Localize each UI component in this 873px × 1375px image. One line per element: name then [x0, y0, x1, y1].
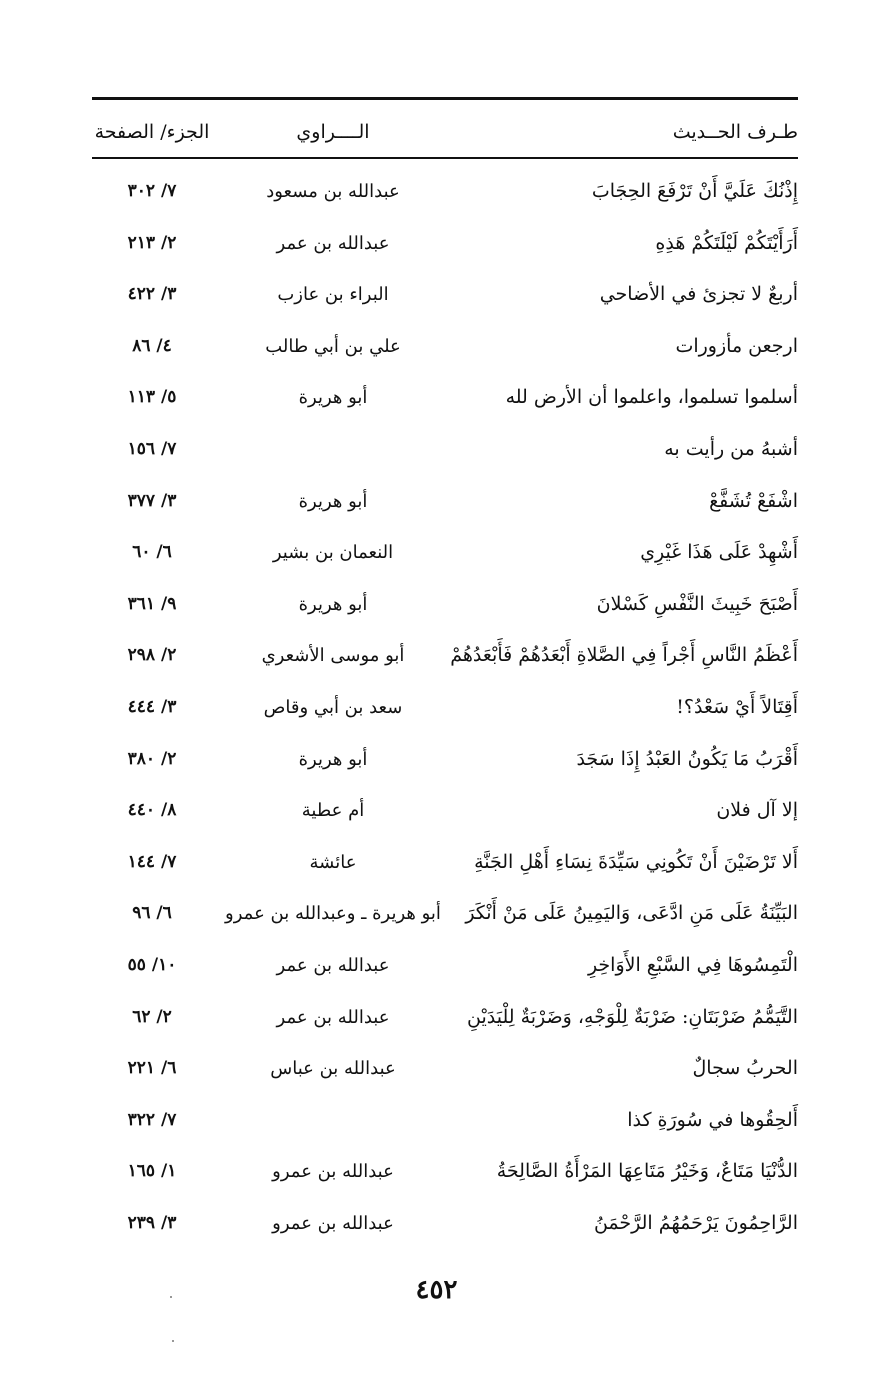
- header-reference: الجزء/ الصفحة: [94, 121, 210, 143]
- volume-page: ١٠/ ٥٥: [127, 954, 177, 975]
- table-row: [92, 527, 798, 579]
- hadith-text: التَّيَمُّمُ ضَرْبَتَانِ: ضَرْبَةٌ لِلْوَجْهِ، وَضَرْبَةٌ لِلْيَدَيْنِ: [467, 1005, 798, 1028]
- table-row: [92, 1146, 798, 1198]
- table-row: [92, 372, 798, 424]
- header-narrator: الــــراوي: [296, 121, 370, 143]
- narrator: أبو موسى الأشعري: [261, 645, 405, 667]
- hadith-text: الدُّنْيَا مَتَاعٌ، وَخَيْرُ مَتَاعِهَا المَرْأَةُ الصَّالِحَةُ: [496, 1160, 798, 1183]
- volume-page: ٨/ ٤٤٠: [127, 800, 177, 821]
- narrator: البراء بن عازب: [277, 284, 389, 306]
- top-rule: [92, 97, 798, 100]
- table-row: [92, 734, 798, 786]
- table-header: [92, 114, 798, 150]
- header-hadith: طـرف الحــديث: [672, 121, 798, 143]
- volume-page: ٧/ ١٥٦: [127, 438, 177, 459]
- page-number: ٤٥٢: [415, 1275, 458, 1305]
- table-row: [92, 992, 798, 1044]
- volume-page: ٣/ ٣٧٧: [127, 490, 177, 511]
- table-row: [92, 218, 798, 270]
- hadith-text: الحربُ سجالٌ: [692, 1057, 798, 1080]
- table-row: [92, 682, 798, 734]
- table-row: [92, 321, 798, 373]
- hadith-text: أَرَأَيْتَكُمْ لَيْلَتَكُمْ هَذِهِ: [655, 231, 798, 254]
- narrator: عبدالله بن عمر: [276, 954, 390, 976]
- volume-page: ٢/ ٢١٣: [127, 232, 177, 253]
- hadith-text: أَلحِقُوها في سُورَةِ كذا: [627, 1108, 798, 1131]
- hadith-text: أشبهُ من رأيت به: [664, 437, 798, 460]
- volume-page: ٢/ ٢٩٨: [127, 645, 177, 666]
- narrator: عبدالله بن عمر: [276, 232, 390, 254]
- narrator: عبدالله بن عمر: [276, 1006, 390, 1028]
- table-row: [92, 940, 798, 992]
- table-row: [92, 837, 798, 889]
- volume-page: ١/ ١٦٥: [127, 1161, 177, 1182]
- hadith-text: أسلموا تسلموا، واعلموا أن الأرض لله: [505, 386, 798, 409]
- table-row: [92, 1043, 798, 1095]
- volume-page: ٧/ ٣٢٢: [127, 1109, 177, 1130]
- narrator: أبو هريرة: [298, 490, 368, 512]
- volume-page: ٦/ ٦٠: [132, 542, 172, 563]
- hadith-text: ارجعن مأزورات: [675, 334, 798, 357]
- volume-page: ٣/ ٢٣٩: [127, 1212, 177, 1233]
- hadith-text: الرَّاحِمُونَ يَرْحَمُهُمُ الرَّحْمَنُ: [593, 1211, 798, 1234]
- volume-page: ٦/ ٩٦: [132, 903, 172, 924]
- hadith-text: الْتَمِسُوهَا فِي السَّبْعِ الأَوَاخِرِ: [587, 953, 798, 976]
- hadith-text: إِذْنُكَ عَلَيَّ أَنْ تَرْفَعَ الحِجَابَ: [591, 180, 798, 202]
- narrator: أبو هريرة: [298, 387, 368, 409]
- narrator: أم عطية: [301, 800, 365, 822]
- hadith-table: [92, 166, 798, 1249]
- table-row: [92, 1198, 798, 1250]
- scan-speck: [172, 1340, 174, 1342]
- narrator: عبدالله بن مسعود: [266, 181, 400, 202]
- hadith-text: أربعٌ لا تجزئ في الأضاحي: [599, 283, 798, 306]
- hadith-text: أَلا تَرْضَيْنَ أَنْ تَكُونِي سَيِّدَةَ نِسَاءِ أَهْلِ الجَنَّةِ: [474, 850, 798, 873]
- hadith-text: أَشْهِدْ عَلَى هَذَا غَيْرِي: [640, 541, 798, 564]
- table-row: [92, 166, 798, 218]
- narrator: النعمان بن بشير: [272, 542, 394, 564]
- header-rule: [92, 157, 798, 159]
- volume-page: ٢/ ٦٢: [132, 1006, 172, 1027]
- table-row: [92, 630, 798, 682]
- volume-page: ٧/ ١٤٤: [127, 851, 177, 872]
- hadith-text: إلا آل فلان: [716, 799, 798, 822]
- narrator: سعد بن أبي وقاص: [263, 696, 403, 718]
- narrator: عبدالله بن عمرو: [272, 1212, 394, 1234]
- table-row: [92, 1095, 798, 1147]
- narrator: علي بن أبي طالب: [265, 335, 401, 357]
- table-row: [92, 785, 798, 837]
- volume-page: ٢/ ٣٨٠: [127, 748, 177, 769]
- volume-page: ٣/ ٤٤٤: [127, 696, 177, 717]
- table-row: [92, 424, 798, 476]
- volume-page: ٥/ ١١٣: [127, 387, 177, 408]
- hadith-text: اشْفَعْ تُشَفَّعْ: [709, 489, 798, 512]
- volume-page: ٤/ ٨٦: [132, 335, 172, 356]
- scan-speck: [170, 1296, 172, 1298]
- table-row: [92, 579, 798, 631]
- volume-page: ٦/ ٢٢١: [127, 1058, 177, 1079]
- narrator: عبدالله بن عباس: [270, 1058, 396, 1080]
- hadith-text: البَيِّنَةُ عَلَى مَنِ ادَّعَى، وَاليَمِينُ عَلَى مَنْ أَنْكَرَ: [465, 902, 798, 925]
- hadith-text: أَقْرَبُ مَا يَكُونُ العَبْدُ إِذَا سَجَدَ: [576, 747, 798, 770]
- narrator: عائشة: [309, 851, 357, 873]
- hadith-text: أَعْظَمُ النَّاسِ أَجْراً فِي الصَّلاةِ أَبْعَدُهُمْ فَأَبْعَدُهُمْ: [450, 644, 798, 667]
- table-row: [92, 888, 798, 940]
- volume-page: ٣/ ٤٢٢: [127, 284, 177, 305]
- narrator: عبدالله بن عمرو: [272, 1161, 394, 1183]
- hadith-text: أَصْبَحَ خَبِيثَ النَّفْسِ كَسْلانَ: [596, 592, 798, 615]
- volume-page: ٩/ ٣٦١: [127, 593, 177, 614]
- narrator: أبو هريرة: [298, 748, 368, 770]
- table-row: [92, 269, 798, 321]
- volume-page: ٧/ ٣٠٢: [127, 181, 177, 201]
- table-row: [92, 476, 798, 528]
- narrator: أبو هريرة: [298, 593, 368, 615]
- narrator: أبو هريرة ـ وعبدالله بن عمرو: [225, 903, 441, 925]
- hadith-text: أَقِتَالاً أَيْ سَعْدُ؟!: [676, 695, 798, 718]
